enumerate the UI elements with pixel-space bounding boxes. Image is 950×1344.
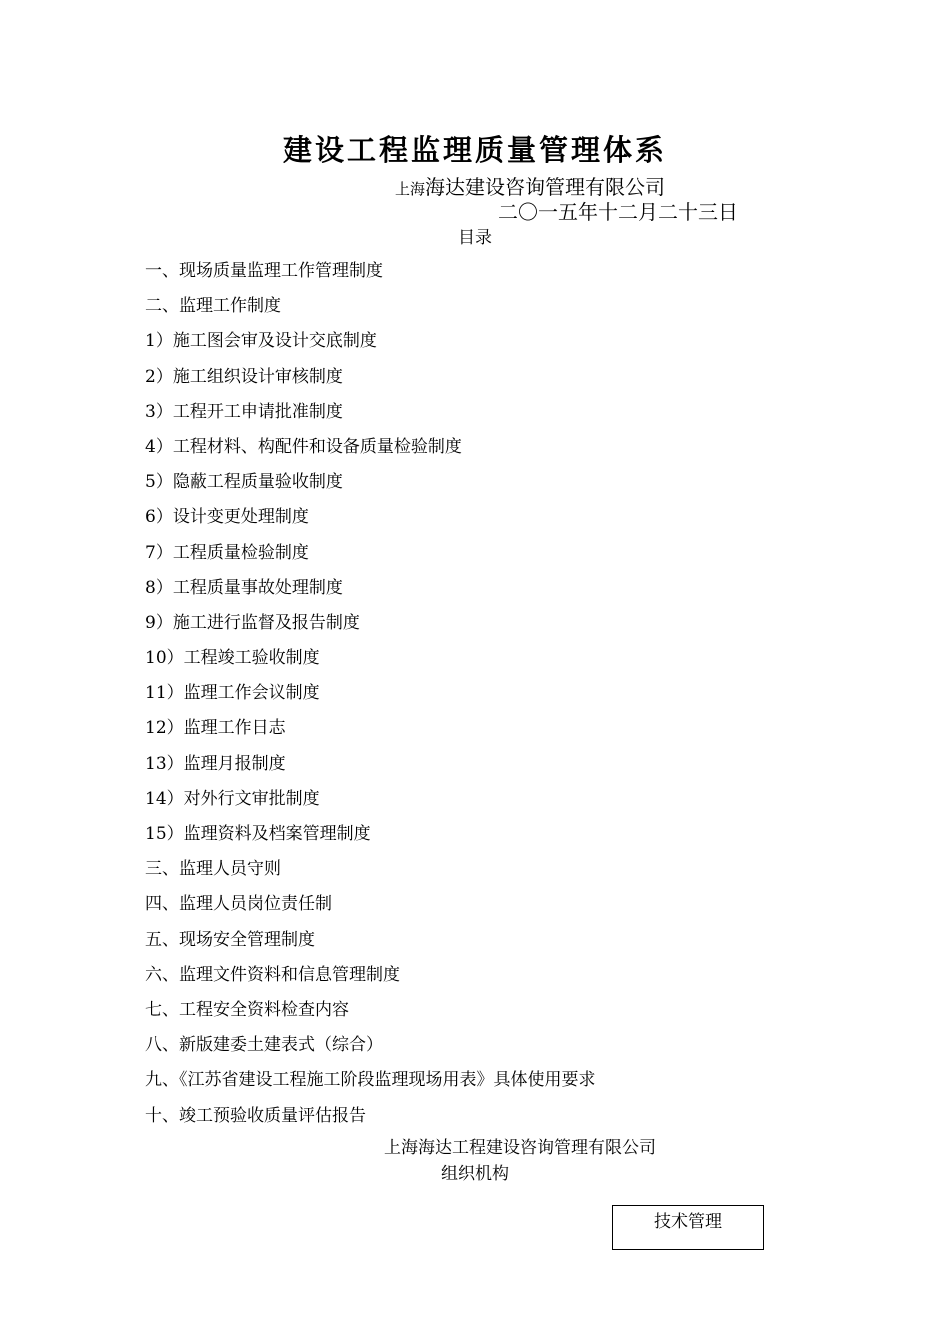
org-chart-title: 组织机构 [441,1164,509,1184]
org-chart-box-technical-management [612,1205,764,1250]
company-name [395,174,665,202]
toc-item: 2）施工组织设计审核制度 [145,366,343,387]
toc-item: 一、现场质量监理工作管理制度 [145,261,383,281]
toc-item: 11）监理工作会议制度 [145,683,320,704]
toc-item: 八、新版建委土建表式（综合） [145,1035,383,1056]
toc-item: 9）施工进行监督及报告制度 [145,612,360,633]
document-date: 二〇一五年十二月二十三日 [498,200,738,224]
company-name-rest: 海达建设咨询管理有限公司 [425,175,666,199]
toc-item: 5）隐蔽工程质量验收制度 [145,472,343,493]
toc-item: 8）工程质量事故处理制度 [145,577,343,598]
toc-item: 三、监理人员守则 [145,859,281,880]
table-of-contents [145,258,596,1138]
toc-item: 10）工程竣工验收制度 [145,648,320,669]
toc-item: 4）工程材料、构配件和设备质量检验制度 [145,436,462,457]
toc-item: 7）工程质量检验制度 [145,542,309,563]
org-company-name: 上海海达工程建设咨询管理有限公司 [384,1138,656,1158]
toc-item: 12）监理工作日志 [145,718,286,739]
document-title: 建设工程监理质量管理体系 [282,133,667,167]
company-name-prefix: 上海 [395,180,426,198]
toc-heading: 目录 [458,228,492,248]
toc-item: 1）施工图会审及设计交底制度 [145,331,377,352]
toc-item: 13）监理月报制度 [145,753,286,774]
toc-item: 五、现场安全管理制度 [145,929,315,950]
org-chart-box-label: 技术管理 [654,1212,722,1232]
toc-item: 十、竣工预验收质量评估报告 [145,1105,366,1126]
toc-item: 四、监理人员岗位责任制 [145,894,332,915]
toc-item: 3）工程开工申请批准制度 [145,401,343,422]
toc-item: 二、监理工作制度 [145,296,281,317]
toc-item: 6）设计变更处理制度 [145,507,309,528]
toc-item: 七、工程安全资料检查内容 [145,999,349,1020]
toc-item: 六、监理文件资料和信息管理制度 [145,964,400,985]
toc-item: 15）监理资料及档案管理制度 [145,824,371,844]
toc-item: 14）对外行文审批制度 [145,788,320,809]
toc-item: 九、《江苏省建设工程施工阶段监理现场用表》具体使用要求 [145,1070,596,1091]
